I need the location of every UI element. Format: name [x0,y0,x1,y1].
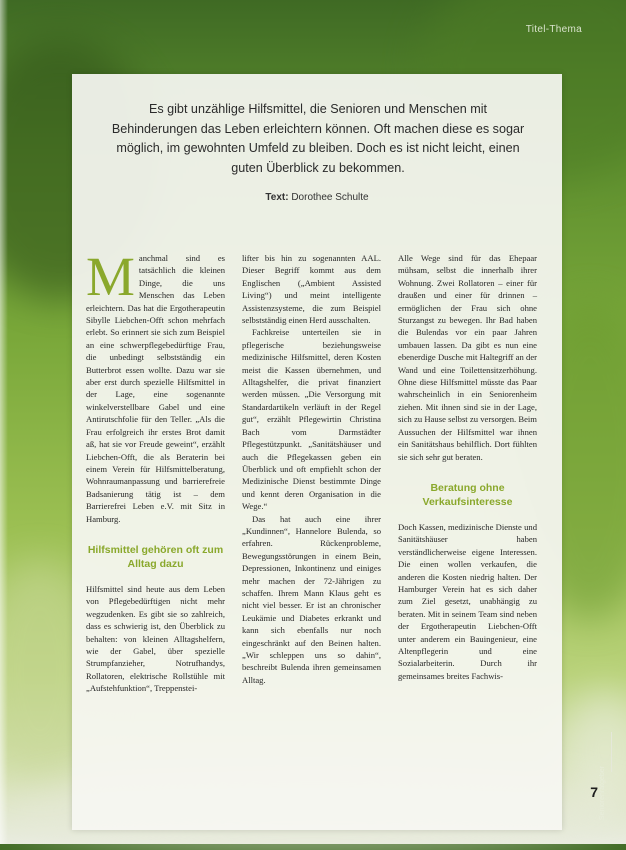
subheading: Beratung ohne Verkaufsinteresse [422,481,513,508]
article-column-1 [86,246,225,695]
section-topic: Titel-Thema [525,24,582,35]
paragraph-text: anchmal sind es tatsächlich die kleinen Dinge, die uns Menschen das Leben erleichtern. Das hat die Ergotherapeutin Sibylle Liebchen-Offt schon mehrfach erlebt. So erinnert sie sich zum Beispiel an eine schwerpflegebedürftige Frau, die unbedingt selbstständig ein Butterbrot essen wollte. Dazu war sie aber erst durch spezielle Hilfsmittel in der Lage, eine sogenannte winkelverstellbare Gabel und eine Antirutschfolie für den Teller. „Als die Frau erfolgreich ihr erstes Brot damit aß, hat sie vor Freude geweint“, erzählt Liebchen-Offt, die als Beraterin bei einem Verein für Hilfsmittelberatung, Wohnraumanpassung und barrierefreie Badsanierung tätig ist – dem Barrierefrei Leben e.V. mit Sitz in Hamburg. [86,253,225,524]
magazine-side-label: Seniorenratgeber [599,766,606,821]
article-paragraph: Alle Wege sind für das Ehepaar mühsam, selbst die innerhalb ihrer Wohnung. Zwei Rollatoren – einer für draußen und einer für drinnen – ermöglichen der Frau sich ohne Sturzangst zu bewegen. Ihr Bad haben die Bulendas vor ein paar Jahren umbauen lassen. Da gibt es nun eine ebenerdige Dusche mit Haltegriff an der Wand und eine Toilettensitzerhöhung. Ohne diese Hilfsmittel müsste das Paar wahrscheinlich in ein Seniorenheim ziehen. Mit ihnen sind sie in der Lage, sich zu Hause selbst zu versorgen. Beim Aussuchen der Hilfsmittel war ihnen ein Sanitätshaus behilflich. Dort fühlten sie sich sehr gut beraten. [398,253,537,462]
byline-author: Dorothee Schulte [291,192,369,203]
article-paragraph: Doch Kassen, medizinische Dienste und Sanitätshäuser haben verständlicherweise eigene Interessen. Die einen wollen verkaufen, die anderen die Kosten niedrig halten. Der Hamburger Verein hat es sich daher zum Ziel gesetzt, unabhängig zu beraten. Mit in seinem Team sind neben der Ergotherapeutin Liebchen-Offt unter anderem ein Bauingenieur, eine Altenpflegerin und eine Sozialarbeiterin. Durch ihr gemeinsames breites Fachwis- [398,521,537,681]
page-gutter [0,0,8,844]
article-column-3 [398,252,537,682]
subheading: Hilfsmittel gehören oft zum Alltag dazu [87,543,224,570]
article-paragraph: lifter bis hin zu sogenannten AAL. Dieser Begriff kommt aus dem Englischen („Ambient Assisted Living“) und meint intelligente Assistenzsysteme, die zum Beispiel selbstständig einen Herd ausschalten. [242,253,381,326]
article-column-2 [242,252,381,686]
page-rule [611,732,612,772]
article-paragraph: Das hat auch eine ihrer „Kundinnen“, Hannelore Bulenda, so erfahren. Rückenprobleme, Bewegungsstörungen in einem Bein, Depressionen, Inkontinenz und einiges mehr machen der 72-Jährigen zu schaffen. Ihrem Mann Klaus geht es nicht viel besser. Er ist an chronischer Leukämie und Diabetes erkrankt und kann sich ebenfalls nur noch eingeschränkt auf den Beinen halten. „Wir schleppen uns so dahin“, beschreibt Bulenda ihren gemeinsamen Alltag. [242,513,381,685]
article-panel [72,74,562,830]
article-paragraph: Fachkreise unterteilen sie in pflegerische beziehungsweise medizinische Hilfsmittel, deren Kosten meist die Kassen übernehmen, und Alltagshelfer, die privat finanziert werden müssen. „Die Versorgung mit Standardartikeln verläuft in der Regel gut“, erzählt Pflegewirtin Christina Bach vom Darmstädter Pflegestützpunkt. „Sanitätshäuser und auch die Pflegekassen geben ein Überblick und oft empfiehlt schon der Medizinische Dienst bestimmte Dinge und kennt deren Organisation in die Wege.“ [242,327,381,512]
byline [72,192,562,203]
drop-cap: M [86,246,135,307]
page-number: 7 [590,784,598,800]
byline-label: Text: [265,192,289,203]
article-paragraph [86,246,225,525]
article-lead: Es gibt unzählige Hilfsmittel, die Senioren und Menschen mit Behinderungen das Leben erleichtern können. Oft machen diese es sogar möglich, im gewohnten Umfeld zu bleiben. Doch es ist nicht leicht, einen guten Überblick zu bekommen. [111,102,525,175]
article-paragraph: Hilfsmittel sind heute aus dem Leben von Pflegebedürftigen nicht mehr wegzudenken. Es gibt sie so zahlreich, dass es schwierig ist, den Überblick zu behalten: von kleinen Alltagshelfern, wie der Gabel, über spezielle Strumpfanzieher, Notrufhandys, Rollatoren, elektrische Rollstühle mit „Aufstehfunktion“, Treppenstei- [86,583,225,694]
